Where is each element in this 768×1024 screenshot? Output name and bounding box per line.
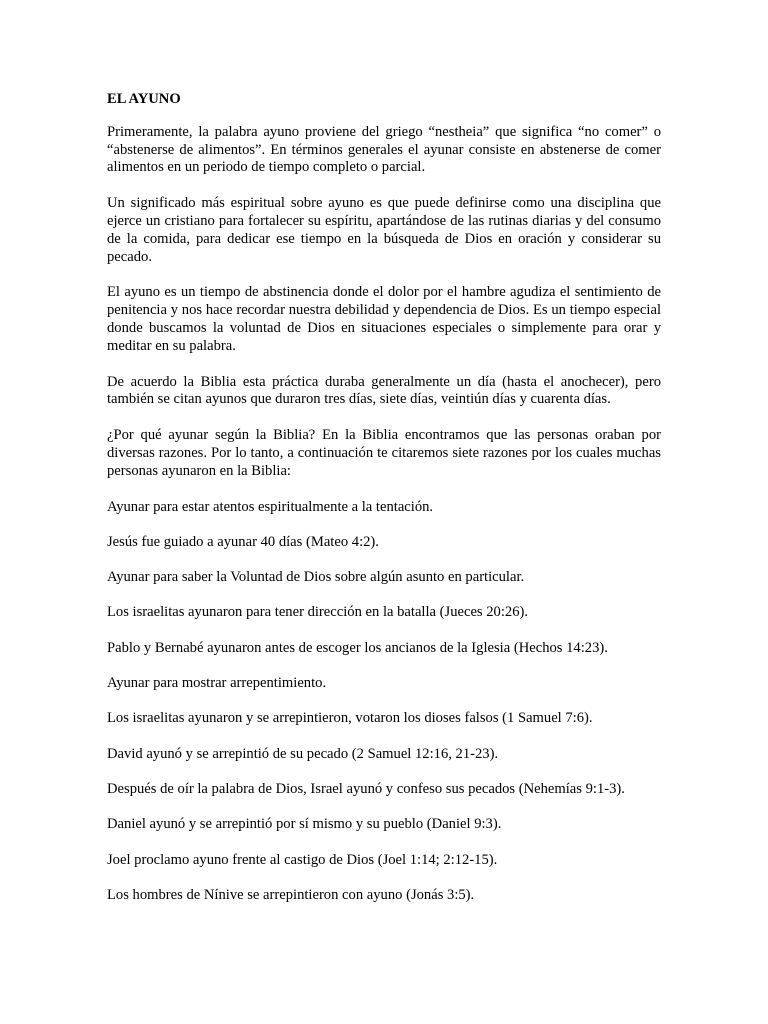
- document-page: [107, 91, 661, 922]
- paragraph-origin: Primeramente, la palabra ayuno proviene del griego “nestheia” que significa “no comer” o “abstenerse de alimentos”. En términos generales el ayunar consiste en abstenerse de comer alimentos en un periodo de tiempo completo o parcial.: [107, 123, 661, 176]
- list-item: Los israelitas ayunaron para tener dirección en la batalla (Jueces 20:26).: [107, 604, 529, 621]
- paragraph-spiritual-meaning: Un significado más espiritual sobre ayuno es que puede definirse como una disciplina que ejerce un cristiano para fortalecer su espíritu, apartándose de las rutinas diarias y del consumo de la comida, para dedicar ese tiempo en la búsqueda de Dios en oración y considerar su pecado.: [107, 195, 661, 265]
- list-item: Jesús fue guiado a ayunar 40 días (Mateo 4:2).: [107, 533, 379, 550]
- list-item: Joel proclamo ayuno frente al castigo de Dios (Joel 1:14; 2:12-15).: [107, 851, 498, 868]
- list-item: Ayunar para estar atentos espiritualmente a la tentación.: [107, 498, 434, 515]
- list-item: Los israelitas ayunaron y se arrepintieron, votaron los dioses falsos (1 Samuel 7:6).: [107, 710, 593, 727]
- paragraph-abstinence: El ayuno es un tiempo de abstinencia donde el dolor por el hambre agudiza el sentimiento de penitencia y nos hace recordar nuestra debilidad y dependencia de Dios. Es un tiempo especial donde buscamos la voluntad de Dios en situaciones especiales o simplemente para orar y meditar en su palabra.: [107, 284, 661, 354]
- list-item: Ayunar para saber la Voluntad de Dios sobre algún asunto en particular.: [107, 569, 525, 586]
- list-item: David ayunó y se arrepintió de su pecado (2 Samuel 12:16, 21-23).: [107, 745, 499, 762]
- paragraph-reasons-intro: ¿Por qué ayunar según la Biblia? En la Biblia encontramos que las personas oraban por diversas razones. Por lo tanto, a continuación te citaremos siete razones por los cuales muchas personas ayunaron en la Biblia:: [107, 427, 661, 479]
- list-item: Daniel ayunó y se arrepintió por sí mismo y su pueblo (Daniel 9:3).: [107, 816, 502, 833]
- paragraph-duration: De acuerdo la Biblia esta práctica duraba generalmente un día (hasta el anochecer), pero también se citan ayunos que duraron tres días, siete días, veintiún días y cuarenta días.: [107, 373, 661, 408]
- list-item: Después de oír la palabra de Dios, Israel ayunó y confeso sus pecados (Nehemías 9:1-3).: [107, 780, 625, 797]
- document-title: EL AYUNO: [107, 91, 181, 107]
- list-item: Ayunar para mostrar arrepentimiento.: [107, 675, 327, 692]
- list-item: Pablo y Bernabé ayunaron antes de escoger los ancianos de la Iglesia (Hechos 14:23).: [107, 639, 608, 656]
- list-item: Los hombres de Nínive se arrepintieron con ayuno (Jonás 3:5).: [107, 886, 475, 903]
